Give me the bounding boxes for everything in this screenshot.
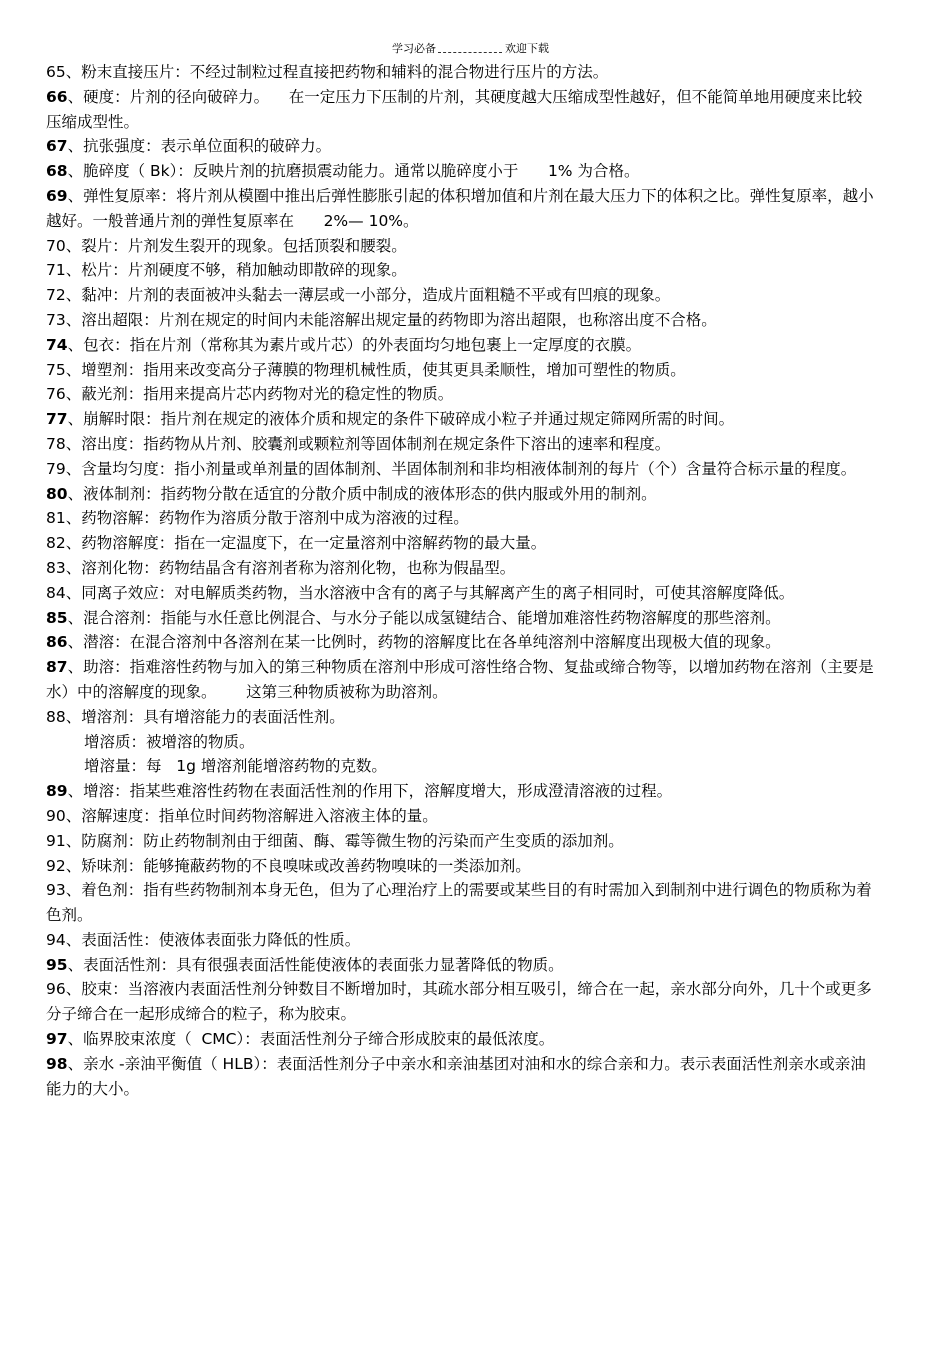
entry-separator: 、 bbox=[67, 1054, 84, 1073]
entry-text: 亲水 -亲油平衡值（ HLB）：表面活性剂分子中亲水和亲油基团对油和水的综合亲和力。表示表面活性剂亲水或亲油能力的大小。 bbox=[46, 1054, 866, 1098]
glossary-entry bbox=[46, 333, 876, 358]
entry-text: 同离子效应：对电解质类药物，当水溶液中含有的离子与其解离产生的离子相同时，可使其溶解度降低。 bbox=[81, 583, 795, 602]
entry-number: 66 bbox=[46, 87, 68, 106]
glossary-entry bbox=[46, 928, 876, 953]
entry-separator: 、 bbox=[65, 707, 82, 726]
glossary-entry bbox=[46, 556, 876, 581]
glossary-entry bbox=[46, 457, 876, 482]
glossary-entry bbox=[46, 308, 876, 333]
glossary-entry bbox=[46, 184, 876, 234]
entry-text: 临界胶束浓度（ CMC）：表面活性剂分子缔合形成胶束的最低浓度。 bbox=[83, 1030, 555, 1049]
glossary-entry bbox=[46, 754, 876, 779]
entry-number: 96 bbox=[46, 980, 66, 999]
entry-separator: 、 bbox=[65, 63, 82, 81]
entry-text: 着色剂：指有些药物制剂本身无色，但为了心理治疗上的需要或某些目的有时需加入到制剂中进行调色的物质称为着色剂。 bbox=[46, 881, 872, 925]
entry-separator: 、 bbox=[67, 484, 84, 503]
entry-text: 硬度：片剂的径向破碎力。 在一定压力下压制的片剂，其硬度越大压缩成型性越好，但不能简单地用硬度来比较压缩成型性。 bbox=[46, 87, 863, 131]
entry-separator: 、 bbox=[65, 509, 82, 528]
entry-text: 增溶质：被增溶的物质。 bbox=[84, 732, 255, 751]
entry-text: 包衣：指在片剂（常称其为素片或片芯）的外表面均匀地包裹上一定厚度的衣膜。 bbox=[83, 335, 642, 354]
entry-separator: 、 bbox=[67, 1030, 84, 1049]
glossary-entry bbox=[46, 655, 876, 705]
glossary-entry bbox=[46, 606, 876, 631]
entry-number: 82 bbox=[46, 534, 66, 553]
entry-text: 溶出超限：片剂在规定的时间内未能溶解出规定量的药物即为溶出超限，也称溶出度不合格。 bbox=[81, 310, 717, 329]
entry-text: 抗张强度：表示单位面积的破碎力。 bbox=[83, 137, 332, 156]
entry-separator: 、 bbox=[67, 137, 84, 156]
entry-text: 溶出度：指药物从片剂、胶囊剂或颗粒剂等固体制剂在规定条件下溶出的速率和程度。 bbox=[81, 434, 671, 453]
glossary-entry bbox=[46, 407, 876, 432]
entry-text: 含量均匀度：指小剂量或单剂量的固体制剂、半固体制剂和非均相液体制剂的每片（个）含量符合标示量的程度。 bbox=[81, 459, 857, 478]
entry-separator: 、 bbox=[65, 881, 82, 900]
entry-number: 88 bbox=[46, 707, 66, 726]
entry-separator: 、 bbox=[65, 583, 82, 602]
entry-text: 蔽光剂：指用来提高片芯内药物对光的稳定性的物质。 bbox=[81, 385, 454, 404]
entry-number: 74 bbox=[46, 335, 68, 354]
glossary-entry bbox=[46, 382, 876, 407]
entry-separator: 、 bbox=[65, 856, 82, 875]
entry-separator: 、 bbox=[67, 186, 84, 205]
entry-separator: 、 bbox=[65, 261, 82, 280]
entry-text: 矫味剂：能够掩蔽药物的不良嗅味或改善药物嗅味的一类添加剂。 bbox=[81, 856, 531, 875]
entry-separator: 、 bbox=[65, 558, 82, 577]
entry-number: 65 bbox=[46, 63, 66, 81]
glossary-entry bbox=[46, 234, 876, 259]
glossary-entry bbox=[46, 804, 876, 829]
entry-number: 79 bbox=[46, 459, 66, 478]
entry-separator: 、 bbox=[67, 87, 84, 106]
entry-number: 95 bbox=[46, 955, 68, 974]
entry-separator: 、 bbox=[67, 955, 84, 974]
entry-separator: 、 bbox=[65, 806, 82, 825]
entry-text: 表面活性：使液体表面张力降低的性质。 bbox=[81, 930, 361, 949]
entry-text: 药物溶解：药物作为溶质分散于溶剂中成为溶液的过程。 bbox=[81, 509, 469, 528]
entry-separator: 、 bbox=[65, 236, 82, 255]
glossary-entry bbox=[46, 953, 876, 978]
glossary-entry bbox=[46, 258, 876, 283]
entry-text: 增塑剂：指用来改变高分子薄膜的物理机械性质，使其更具柔顺性，增加可塑性的物质。 bbox=[81, 360, 686, 379]
glossary-entry bbox=[46, 159, 876, 184]
glossary-entry bbox=[46, 432, 876, 457]
entry-number: 87 bbox=[46, 658, 68, 677]
entry-text: 胶束：当溶液内表面活性剂分钟数目不断增加时，其疏水部分相互吸引，缔合在一起，亲水部分向外，几十个或更多分子缔合在一起形成缔合的粒子，称为胶束。 bbox=[46, 980, 872, 1024]
entry-text: 弹性复原率：将片剂从模圈中推出后弹性膨胀引起的体积增加值和片剂在最大压力下的体积之比。弹性复原率，越小越好。一般普通片剂的弹性复原率在 2%— 10%。 bbox=[46, 186, 874, 230]
glossary-entry bbox=[46, 1052, 876, 1102]
entry-separator: 、 bbox=[65, 534, 82, 553]
entry-number: 85 bbox=[46, 608, 68, 627]
entry-text: 增溶剂：具有增溶能力的表面活性剂。 bbox=[81, 707, 345, 726]
glossary-entry bbox=[46, 85, 876, 135]
entry-text: 松片：片剂硬度不够，稍加触动即散碎的现象。 bbox=[81, 261, 407, 280]
entry-separator: 、 bbox=[65, 360, 82, 379]
entry-number: 91 bbox=[46, 831, 66, 850]
entry-text: 裂片：片剂发生裂开的现象。包括顶裂和腰裂。 bbox=[81, 236, 407, 255]
entry-number: 67 bbox=[46, 137, 68, 156]
glossary-entry bbox=[46, 482, 876, 507]
glossary-entry bbox=[46, 60, 876, 85]
entry-number: 84 bbox=[46, 583, 66, 602]
glossary-entry bbox=[46, 1027, 876, 1052]
header-dashed-line bbox=[438, 52, 502, 53]
entry-number: 83 bbox=[46, 558, 66, 577]
entry-text: 溶解速度：指单位时间药物溶解进入溶液主体的量。 bbox=[81, 806, 438, 825]
entry-text: 液体制剂：指药物分散在适宜的分散介质中制成的液体形态的供内服或外用的制剂。 bbox=[83, 484, 657, 503]
entry-separator: 、 bbox=[67, 633, 84, 652]
glossary-entry bbox=[46, 730, 876, 755]
glossary-entry bbox=[46, 581, 876, 606]
entry-number: 81 bbox=[46, 509, 66, 528]
entry-text: 粉末直接压片：不经过制粒过程直接把药物和辅料的混合物进行压片的方法。 bbox=[81, 63, 609, 81]
entry-number: 86 bbox=[46, 633, 68, 652]
entry-separator: 、 bbox=[67, 162, 84, 181]
entry-separator: 、 bbox=[67, 782, 84, 801]
entry-number: 94 bbox=[46, 930, 66, 949]
entry-number: 77 bbox=[46, 410, 68, 429]
page-header bbox=[0, 40, 950, 58]
entry-separator: 、 bbox=[65, 459, 82, 478]
entry-number: 97 bbox=[46, 1030, 68, 1049]
header-left-text: 学习必备 bbox=[392, 42, 436, 55]
entry-text: 表面活性剂：具有很强表面活性能使液体的表面张力显著降低的物质。 bbox=[83, 955, 564, 974]
entry-separator: 、 bbox=[65, 286, 82, 305]
entry-number: 69 bbox=[46, 186, 68, 205]
entry-number: 68 bbox=[46, 162, 68, 181]
glossary-entry bbox=[46, 705, 876, 730]
entry-number: 92 bbox=[46, 856, 66, 875]
entry-text: 混合溶剂：指能与水任意比例混合、与水分子能以成氢键结合、能增加难溶性药物溶解度的那些溶剂。 bbox=[83, 608, 781, 627]
header-right-text: 欢迎下载 bbox=[505, 42, 549, 55]
glossary-entry bbox=[46, 283, 876, 308]
entry-number: 89 bbox=[46, 782, 68, 801]
entry-text: 助溶：指难溶性药物与加入的第三种物质在溶剂中形成可溶性络合物、复盐或缔合物等，以增加药物在溶剂（主要是水）中的溶解度的现象。 这第三种物质被称为助溶剂。 bbox=[46, 658, 874, 701]
glossary-entry bbox=[46, 531, 876, 556]
entry-text: 崩解时限：指片剂在规定的液体介质和规定的条件下破碎成小粒子并通过规定筛网所需的时间。 bbox=[83, 410, 735, 429]
entry-separator: 、 bbox=[65, 434, 82, 453]
entry-number: 71 bbox=[46, 261, 66, 280]
glossary-entry bbox=[46, 854, 876, 879]
entry-separator: 、 bbox=[67, 658, 84, 677]
entry-separator: 、 bbox=[65, 385, 82, 404]
entry-number: 72 bbox=[46, 286, 66, 305]
glossary-entry bbox=[46, 358, 876, 383]
entry-text: 溶剂化物：药物结晶含有溶剂者称为溶剂化物，也称为假晶型。 bbox=[81, 558, 516, 577]
entry-separator: 、 bbox=[65, 831, 82, 850]
entry-number: 80 bbox=[46, 484, 68, 503]
glossary-content bbox=[46, 60, 876, 1101]
entry-separator: 、 bbox=[67, 410, 84, 429]
entry-separator: 、 bbox=[67, 608, 84, 627]
entry-number: 90 bbox=[46, 806, 66, 825]
entry-text: 药物溶解度：指在一定温度下，在一定量溶剂中溶解药物的最大量。 bbox=[81, 534, 547, 553]
entry-text: 增溶量：每 1g 增溶剂能增溶药物的克数。 bbox=[84, 757, 387, 776]
entry-text: 黏冲：片剂的表面被冲头黏去一薄层或一小部分，造成片面粗糙不平或有凹痕的现象。 bbox=[81, 286, 671, 305]
glossary-entry bbox=[46, 829, 876, 854]
glossary-entry bbox=[46, 630, 876, 655]
entry-separator: 、 bbox=[65, 310, 82, 329]
entry-number: 98 bbox=[46, 1054, 68, 1073]
entry-number: 78 bbox=[46, 434, 66, 453]
entry-number: 73 bbox=[46, 310, 66, 329]
glossary-entry bbox=[46, 506, 876, 531]
entry-number: 76 bbox=[46, 385, 66, 404]
entry-number: 75 bbox=[46, 360, 66, 379]
entry-number: 70 bbox=[46, 236, 66, 255]
entry-number: 93 bbox=[46, 881, 66, 900]
entry-separator: 、 bbox=[67, 335, 84, 354]
glossary-entry bbox=[46, 878, 876, 928]
glossary-entry bbox=[46, 977, 876, 1027]
entry-text: 潜溶：在混合溶剂中各溶剂在某一比例时，药物的溶解度比在各单纯溶剂中溶解度出现极大值的现象。 bbox=[83, 633, 781, 652]
glossary-entry bbox=[46, 779, 876, 804]
entry-separator: 、 bbox=[65, 980, 82, 999]
glossary-entry bbox=[46, 134, 876, 159]
entry-text: 增溶：指某些难溶性药物在表面活性剂的作用下，溶解度增大，形成澄清溶液的过程。 bbox=[83, 782, 673, 801]
entry-text: 脆碎度（ Bk）：反映片剂的抗磨损震动能力。通常以脆碎度小于 1% 为合格。 bbox=[83, 162, 640, 181]
entry-text: 防腐剂：防止药物制剂由于细菌、酶、霉等微生物的污染而产生变质的添加剂。 bbox=[81, 831, 624, 850]
entry-separator: 、 bbox=[65, 930, 82, 949]
